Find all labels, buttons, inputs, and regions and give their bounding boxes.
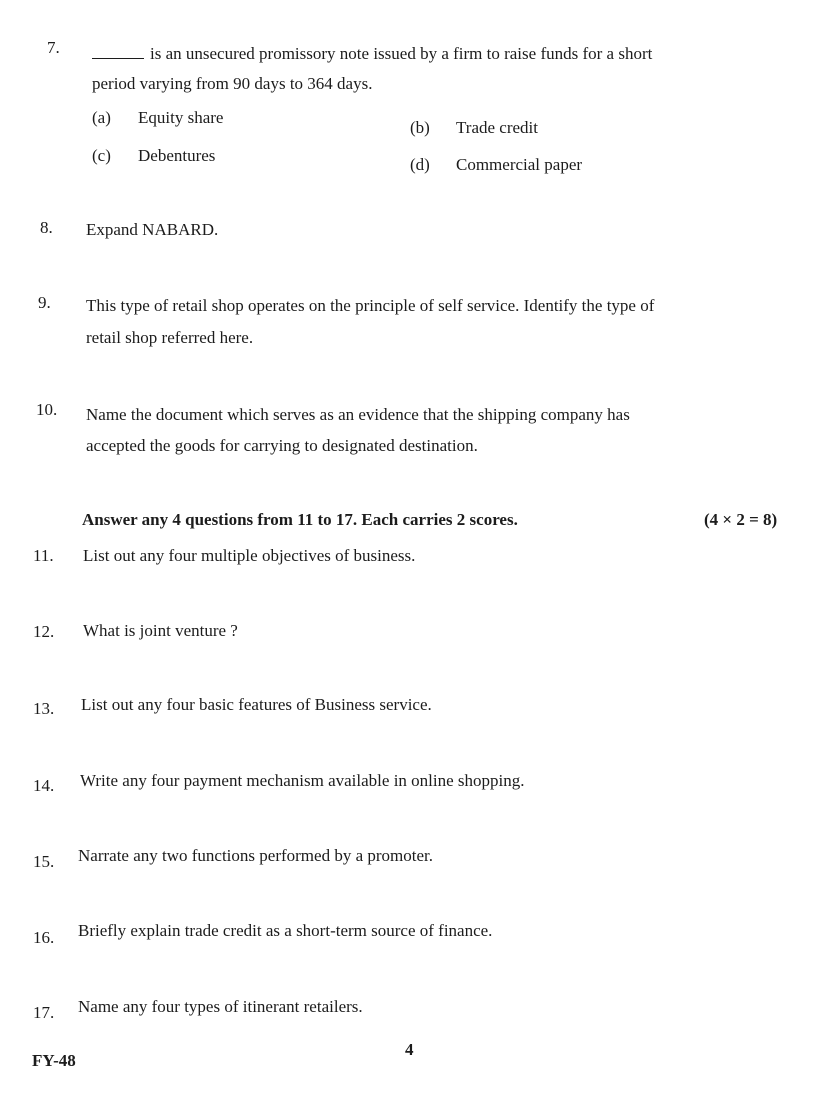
q7-line2: period varying from 90 days to 364 days.	[92, 74, 373, 93]
q10-line2: accepted the goods for carrying to designated destination.	[86, 436, 478, 455]
q17-number: 17.	[33, 1003, 55, 1022]
q17-text: Name any four types of itinerant retailers.	[78, 997, 363, 1016]
q11-number: 11.	[33, 546, 54, 565]
q12-number: 12.	[33, 622, 55, 641]
q8-text: Expand NABARD.	[86, 220, 219, 239]
q7-option-d-label: (d)	[410, 155, 430, 174]
q7-option-b-text: Trade credit	[456, 118, 538, 137]
section-instruction: Answer any 4 questions from 11 to 17. Each carries 2 scores.	[82, 510, 518, 529]
q7-number: 7.	[47, 38, 60, 57]
q12-text: What is joint venture ?	[83, 621, 238, 640]
q7-option-c-label: (c)	[92, 146, 111, 165]
q7-option-c	[92, 146, 215, 166]
q10-line1: Name the document which serves as an evidence that the shipping company has	[86, 405, 630, 424]
q7-option-a-text: Equity share	[138, 108, 224, 127]
q7-option-d-text: Commercial paper	[456, 155, 583, 174]
q7-option-b	[410, 118, 538, 138]
q9-number: 9.	[38, 293, 51, 312]
q7-blank	[92, 46, 144, 59]
q7-option-a	[92, 108, 223, 128]
q11-text: List out any four multiple objectives of business.	[83, 546, 416, 565]
q7-option-b-label: (b)	[410, 118, 430, 137]
q16-text: Briefly explain trade credit as a short-term source of finance.	[78, 921, 493, 940]
q14-number: 14.	[33, 776, 55, 795]
page-number: 4	[405, 1040, 414, 1059]
q7-line1-text: is an unsecured promissory note issued by a firm to raise funds for a short	[150, 44, 653, 63]
q13-text: List out any four basic features of Business service.	[81, 695, 432, 714]
q10-number: 10.	[36, 400, 58, 419]
q8-number: 8.	[40, 218, 53, 237]
footer-code: FY-48	[32, 1051, 76, 1070]
q15-text: Narrate any two functions performed by a promoter.	[78, 846, 433, 865]
q7-option-a-label: (a)	[92, 108, 111, 127]
q9-line1: This type of retail shop operates on the principle of self service. Identify the type of	[86, 296, 655, 315]
q16-number: 16.	[33, 928, 55, 947]
q7-option-c-text: Debentures	[138, 146, 216, 165]
q15-number: 15.	[33, 852, 55, 871]
section-marks: (4 × 2 = 8)	[704, 510, 778, 529]
q7-option-d	[410, 155, 582, 175]
q9-line2: retail shop referred here.	[86, 328, 254, 347]
q14-text: Write any four payment mechanism available in online shopping.	[80, 771, 525, 790]
q13-number: 13.	[33, 699, 55, 718]
q7-line1	[92, 44, 652, 64]
